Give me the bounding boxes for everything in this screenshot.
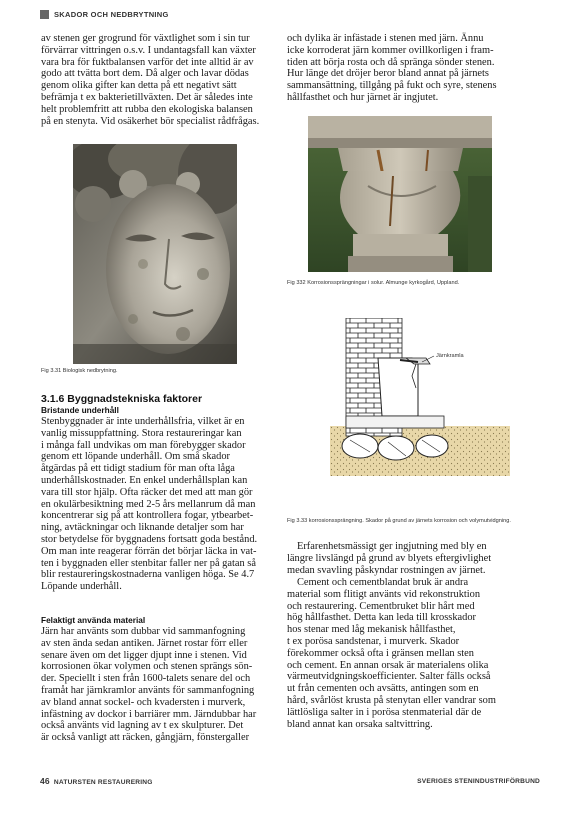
- text-line: Stenbyggnader är inte underhållsfria, vilket är en: [41, 416, 245, 427]
- figure-3-32-caption: Fig 332 Korrosionssprängningar i solur. Almunge kyrkogård, Uppland.: [287, 280, 460, 286]
- text-line: koncentrerar sig på att kontrollera fogar, ytbearbet-: [41, 510, 254, 522]
- text-line: helt problemfritt att rubba den ekologiska balansen: [41, 103, 253, 115]
- text-line: ning, avtäckningar och liknande detaljer som har: [41, 522, 244, 534]
- text-line: och dylika är infästade i stenen med järn. Ännu: [287, 33, 484, 44]
- text-line: av sten ända sedan antiken. Järnet rostar förr eller: [41, 637, 248, 649]
- text-line: medan svavling påskyndar rostningen av järnet.: [287, 564, 486, 576]
- text-line: Om man inte reagerar förrän det börjar läcka in vat-: [41, 545, 257, 557]
- text-line: Cement och cementblandat bruk är andra: [297, 577, 469, 588]
- text-line: korrosionen ökar volymen och stenen sprängs sön-: [41, 661, 253, 673]
- text-line: icke korroderat järn kommer ovillkorligen i fram-: [287, 44, 494, 56]
- footer-publication: NATURSTEN RESTAURERING: [53, 779, 153, 786]
- text-line: framåt har järnkramlor använts för sammanfogning: [41, 684, 255, 696]
- text-line: ten i byggnaden eller stenbitar faller ner på gatan så: [41, 557, 256, 569]
- text-line: der. Speciellt i sten från 1600-talets senare del och: [41, 673, 251, 685]
- text-line: Järn har använts som dubbar vid sammanfogning: [41, 626, 246, 637]
- text-line: godo att tvätta bort dem. Då alger och lavar dödas: [41, 68, 249, 80]
- footer-left: [40, 776, 153, 786]
- text-line: hög hållfasthet. Detta kan leda till krosskador: [287, 612, 476, 624]
- text-line: bland annat kan orsaka saltvittring.: [287, 718, 433, 730]
- text-line: vara till stor hjälp. Ofta räcker det med att man gör: [41, 486, 253, 498]
- text-line: sammansättning, tillgång på fukt och syre, stenens: [287, 80, 497, 92]
- text-line: i många fall undvikas om man förebygger skador: [41, 439, 246, 451]
- text-line: material som flitigt använts vid rekonstruktion: [287, 588, 481, 600]
- text-line: befrämja t ex bakterietillväxten. Det är således inte: [41, 91, 253, 103]
- text-line: lättlösliga salter in i porösa stenmaterial där de: [287, 706, 482, 718]
- figure-3-31-photo: [73, 144, 237, 364]
- subheading-bristande-underhall: Bristande underhåll: [41, 405, 119, 415]
- text-line: tiden att börja rosta och då spränga sönder stenen.: [287, 56, 495, 68]
- text-line: infästning av dockor i barriärer mm. Järndubbar har: [41, 708, 257, 720]
- page-number: 46: [40, 776, 50, 786]
- text-line: ut från cementen och avsätts, antingen som en: [287, 683, 479, 695]
- section-title: 3.1.6 Byggnadstekniska faktorer: [41, 393, 203, 405]
- text-line: hos stenar med låg mekanisk hållfasthet,: [287, 624, 456, 636]
- text-line: på en stenyta. Vid osäkerhet bör specialist rådfrågas.: [41, 115, 260, 127]
- header-square-icon: [40, 10, 49, 19]
- text-line: hållfasthet och hur järnet är ingjutet.: [287, 91, 439, 103]
- header-title: SKADOR OCH NEDBRYTNING: [54, 9, 169, 19]
- text-line: vara bra för fuktbalansen varför det inte alltid är av: [41, 56, 254, 68]
- text-line: en okulärbesiktning med 2-5 års mellanrum då man: [41, 498, 256, 510]
- text-line: Hur länge det dröjer beror bland annat på järnets: [287, 68, 489, 80]
- diagram-label-jarnkramla: Järnkramla: [436, 353, 464, 359]
- figure-3-32-photo: [308, 116, 492, 272]
- figure-3-33-caption: Fig 3.33 korrosionssprängning. Skador på grund av järnets korrosion och volymutvidgning.: [287, 518, 511, 524]
- right-paragraph-3: [287, 577, 537, 730]
- text-line: Erfarenhetsmässigt ger ingjutning med bly en: [297, 541, 487, 552]
- subheading-felaktigt-anvanda-material: Felaktigt använda material: [41, 615, 146, 625]
- text-line: vanlig missuppfattning. Stora restaureringar kan: [41, 427, 242, 439]
- text-line: och restaurering. Cementbruket blir hårt med: [287, 600, 475, 612]
- text-line: blir restaureringskostnaderna vanligen höga. Se 4.7: [41, 569, 255, 581]
- right-paragraph-2: [287, 541, 537, 576]
- text-line: av bland annat sockel- och kvadersten i murverk,: [41, 696, 246, 708]
- text-line: åtgärdas på ett tidigt stadium för man ofta låga: [41, 463, 235, 475]
- footer-right: SVERIGES STENINDUSTRIFÖRBUND: [417, 778, 540, 785]
- text-line: stor betydelse för byggnadens fortsatt goda bestånd.: [41, 533, 258, 545]
- sculpture-face-image: [73, 144, 237, 364]
- text-line: senare även om det ligger djupt inne i stenen. Vid: [41, 649, 247, 661]
- left-paragraph-3: [41, 626, 291, 744]
- sundial-image: [308, 116, 492, 272]
- right-paragraph-1: [287, 33, 537, 104]
- text-line: förvärrar vittringen o.s.v. I undantagsfall kan växter: [41, 44, 256, 56]
- text-line: genom olika gifter kan detta på ett negativt sätt: [41, 80, 237, 92]
- figure-3-31-caption: Fig 3.31 Biologisk nedbrytning.: [41, 368, 118, 374]
- left-paragraph-2: [41, 416, 291, 593]
- text-line: förekommer också ofta i gränsen mellan sten: [287, 647, 474, 659]
- text-line: och cement. En annan orsak är materialens olika: [287, 659, 489, 671]
- left-paragraph-1: [41, 33, 291, 127]
- text-line: genom ett löpande underhåll. Om små skador: [41, 451, 231, 463]
- text-line: underhållskostnader. En enkel underhållsplan kan: [41, 474, 248, 486]
- text-line: längre livslängd på grund av blyets eftergivlighet: [287, 552, 492, 564]
- text-line: hård, svårlöst krusta på stenytan eller vandrar som: [287, 694, 496, 706]
- running-header: [40, 8, 169, 20]
- text-line: av stenen ger grogrund för växtlighet som i sin tur: [41, 33, 250, 44]
- figure-3-33-diagram: [330, 318, 510, 478]
- text-line: är också vanligt att räcken, gångjärn, fönstergaller: [41, 732, 250, 744]
- text-line: också använts vid lagning av t ex skulpturer. Det: [41, 720, 244, 732]
- text-line: värmeutvidgningskoefficienter. Salter fälls också: [287, 671, 491, 683]
- wall-cross-section-diagram: [330, 318, 510, 478]
- text-line: t ex porösa sandstenar, i murverk. Skador: [287, 635, 460, 647]
- text-line: Löpande underhåll.: [41, 581, 122, 593]
